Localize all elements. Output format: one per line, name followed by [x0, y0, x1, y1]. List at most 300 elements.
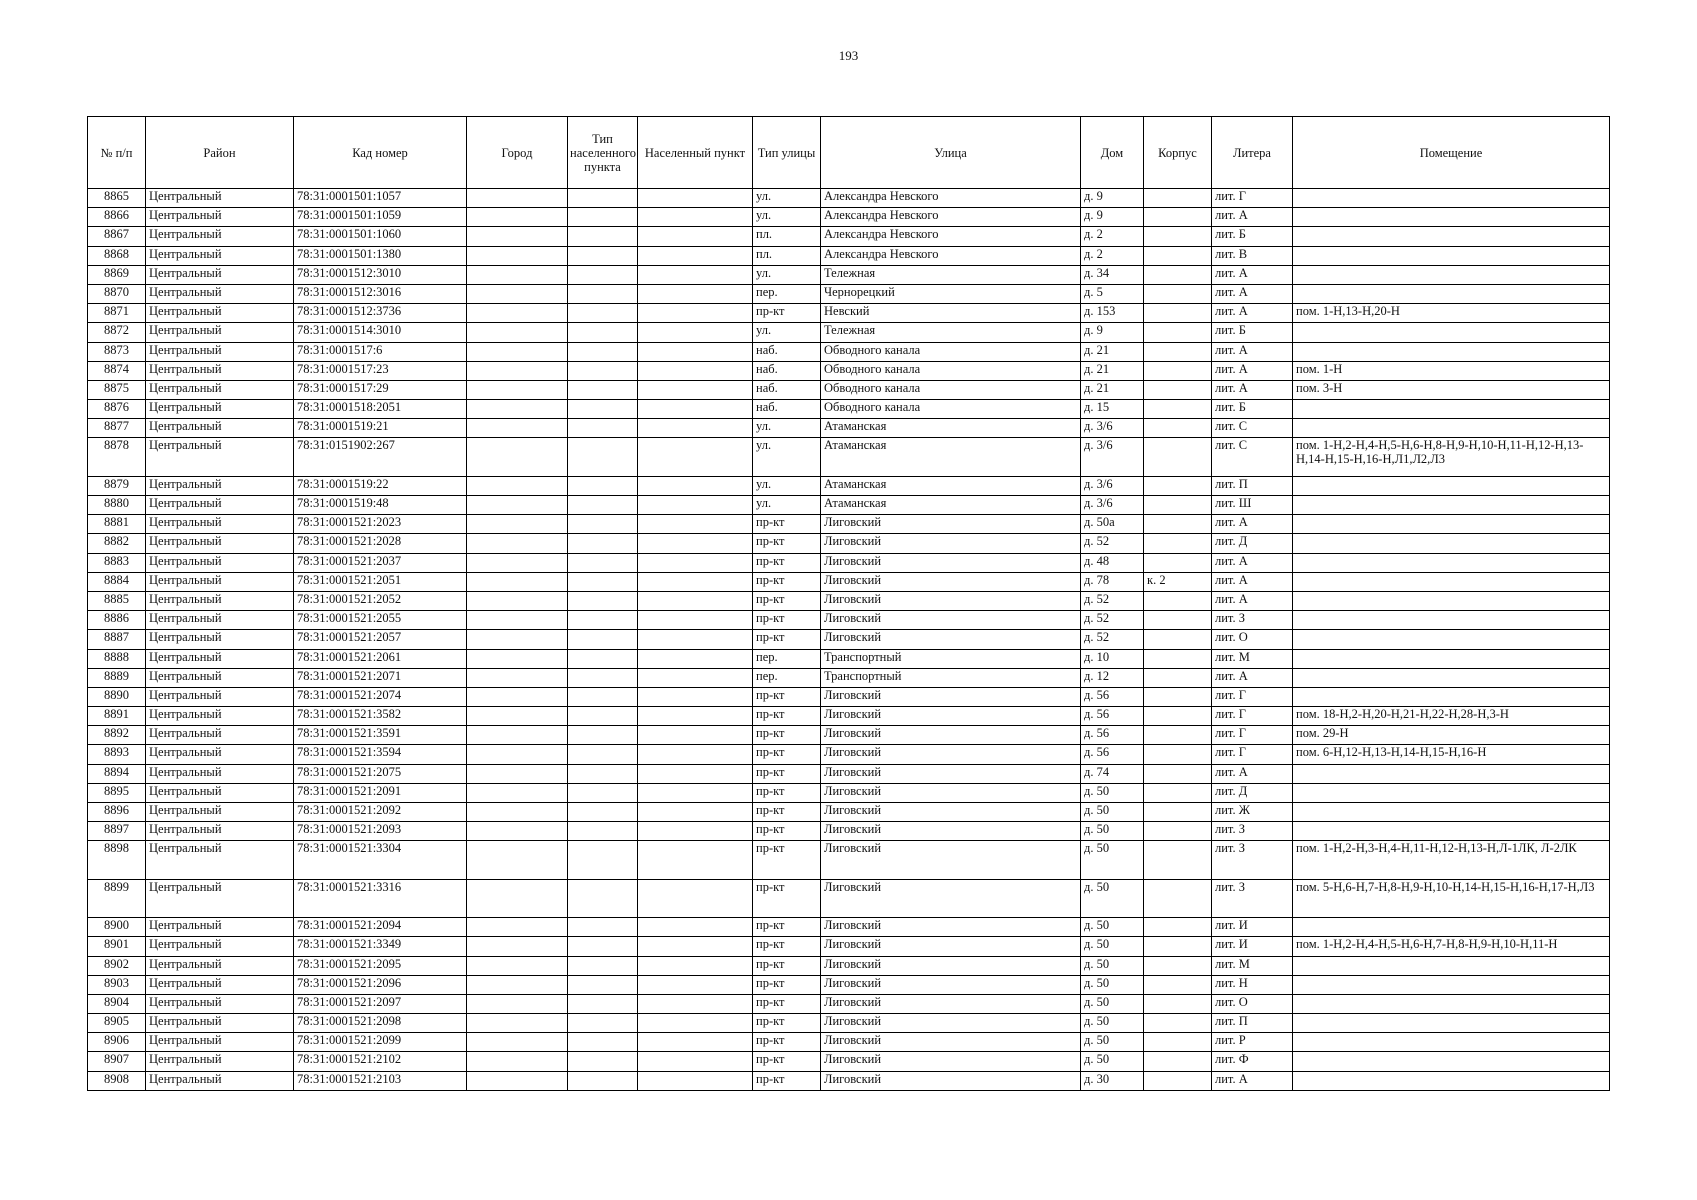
cell-city: [467, 572, 568, 591]
cell-house: д. 52: [1081, 630, 1144, 649]
cell-building: [1144, 1033, 1212, 1052]
cell-premises: пом. 1-Н,2-Н,3-Н,4-Н,11-Н,12-Н,13-Н,Л-1ЛК, Л-2ЛК: [1293, 841, 1610, 879]
cell-number: 8878: [88, 438, 146, 476]
cell-district: Центральный: [146, 1071, 294, 1090]
cell-letter: лит. З: [1212, 822, 1293, 841]
cell-city: [467, 937, 568, 956]
cell-settlement-type: [568, 361, 638, 380]
cell-house: д. 52: [1081, 611, 1144, 630]
cell-premises: [1293, 649, 1610, 668]
cell-street-type: ул.: [753, 438, 821, 476]
cell-city: [467, 745, 568, 764]
header-street: Улица: [821, 117, 1081, 189]
cell-settlement: [638, 304, 753, 323]
table-row: [88, 649, 1610, 668]
cell-number: 8897: [88, 822, 146, 841]
cell-letter: лит. П: [1212, 1014, 1293, 1033]
cell-cadastral-number: 78:31:0001521:2052: [294, 591, 467, 610]
table-row: [88, 726, 1610, 745]
table-row: [88, 419, 1610, 438]
cell-district: Центральный: [146, 1014, 294, 1033]
cell-building: [1144, 783, 1212, 802]
cell-building: [1144, 822, 1212, 841]
cell-number: 8880: [88, 496, 146, 515]
cell-settlement-type: [568, 380, 638, 399]
cell-street-type: пр-кт: [753, 822, 821, 841]
cell-premises: [1293, 342, 1610, 361]
cell-city: [467, 438, 568, 476]
cell-building: [1144, 380, 1212, 399]
cell-building: [1144, 668, 1212, 687]
cell-number: 8890: [88, 687, 146, 706]
cell-house: д. 50: [1081, 956, 1144, 975]
cell-building: [1144, 803, 1212, 822]
cell-cadastral-number: 78:31:0001501:1380: [294, 246, 467, 265]
cell-letter: лит. Б: [1212, 323, 1293, 342]
cell-premises: пом. 3-Н: [1293, 380, 1610, 399]
cell-city: [467, 361, 568, 380]
cell-street: Лиговский: [821, 975, 1081, 994]
cell-city: [467, 994, 568, 1013]
cell-building: [1144, 994, 1212, 1013]
table-row: [88, 1033, 1610, 1052]
header-district: Район: [146, 117, 294, 189]
cell-cadastral-number: 78:31:0001501:1059: [294, 208, 467, 227]
cell-house: д. 50: [1081, 937, 1144, 956]
cell-settlement-type: [568, 1014, 638, 1033]
cell-street-type: наб.: [753, 361, 821, 380]
cell-district: Центральный: [146, 764, 294, 783]
cell-cadastral-number: 78:31:0001521:2099: [294, 1033, 467, 1052]
cell-district: Центральный: [146, 553, 294, 572]
cell-street-type: пр-кт: [753, 1052, 821, 1071]
cell-premises: пом. 1-Н,13-Н,20-Н: [1293, 304, 1610, 323]
cell-cadastral-number: 78:31:0001521:2074: [294, 687, 467, 706]
cell-settlement-type: [568, 227, 638, 246]
cell-cadastral-number: 78:31:0001517:23: [294, 361, 467, 380]
cell-premises: пом. 18-Н,2-Н,20-Н,21-Н,22-Н,28-Н,3-Н: [1293, 707, 1610, 726]
cell-number: 8871: [88, 304, 146, 323]
cell-street-type: пр-кт: [753, 515, 821, 534]
cell-settlement-type: [568, 994, 638, 1013]
cell-house: д. 50: [1081, 918, 1144, 937]
cell-premises: пом. 5-Н,6-Н,7-Н,8-Н,9-Н,10-Н,14-Н,15-Н,16-Н,17-Н,Л3: [1293, 879, 1610, 917]
cell-settlement: [638, 707, 753, 726]
cell-building: [1144, 745, 1212, 764]
cell-premises: [1293, 323, 1610, 342]
cell-letter: лит. А: [1212, 208, 1293, 227]
cell-district: Центральный: [146, 726, 294, 745]
cell-house: д. 10: [1081, 649, 1144, 668]
cell-cadastral-number: 78:31:0001521:2057: [294, 630, 467, 649]
cell-street: Транспортный: [821, 649, 1081, 668]
cell-settlement-type: [568, 1052, 638, 1071]
cell-number: 8899: [88, 879, 146, 917]
cell-street: Лиговский: [821, 1071, 1081, 1090]
cell-house: д. 12: [1081, 668, 1144, 687]
cell-house: д. 2: [1081, 227, 1144, 246]
cell-premises: [1293, 246, 1610, 265]
cell-district: Центральный: [146, 937, 294, 956]
cell-premises: пом. 1-Н,2-Н,4-Н,5-Н,6-Н,8-Н,9-Н,10-Н,11-Н,12-Н,13-Н,14-Н,15-Н,16-Н,Л1,Л2,Л3: [1293, 438, 1610, 476]
cell-cadastral-number: 78:31:0001521:2051: [294, 572, 467, 591]
cell-house: д. 9: [1081, 189, 1144, 208]
cell-building: [1144, 208, 1212, 227]
cell-settlement: [638, 227, 753, 246]
cell-city: [467, 630, 568, 649]
cell-cadastral-number: 78:31:0001521:2096: [294, 975, 467, 994]
cell-letter: лит. И: [1212, 937, 1293, 956]
cell-house: д. 50: [1081, 994, 1144, 1013]
cell-settlement: [638, 630, 753, 649]
cell-city: [467, 975, 568, 994]
table-row: [88, 879, 1610, 917]
cell-district: Центральный: [146, 400, 294, 419]
cell-settlement-type: [568, 400, 638, 419]
cell-number: 8894: [88, 764, 146, 783]
table-row: [88, 803, 1610, 822]
cell-street-type: пр-кт: [753, 687, 821, 706]
cell-cadastral-number: 78:31:0001521:3594: [294, 745, 467, 764]
cell-house: д. 50: [1081, 1014, 1144, 1033]
table-row: [88, 227, 1610, 246]
table-row: [88, 515, 1610, 534]
table-row: [88, 1052, 1610, 1071]
cell-settlement: [638, 764, 753, 783]
cell-cadastral-number: 78:31:0001521:2071: [294, 668, 467, 687]
table-row: [88, 284, 1610, 303]
cell-house: д. 50: [1081, 1052, 1144, 1071]
header-street-type: Тип улицы: [753, 117, 821, 189]
cell-city: [467, 419, 568, 438]
cell-street-type: пр-кт: [753, 572, 821, 591]
cell-number: 8908: [88, 1071, 146, 1090]
table-row: [88, 553, 1610, 572]
header-premises: Помещение: [1293, 117, 1610, 189]
cell-district: Центральный: [146, 342, 294, 361]
cell-house: д. 50: [1081, 803, 1144, 822]
cell-street: Транспортный: [821, 668, 1081, 687]
cell-building: [1144, 764, 1212, 783]
cell-cadastral-number: 78:31:0001521:2097: [294, 994, 467, 1013]
cell-city: [467, 304, 568, 323]
cell-cadastral-number: 78:31:0001521:2092: [294, 803, 467, 822]
cell-number: 8902: [88, 956, 146, 975]
cell-street-type: ул.: [753, 496, 821, 515]
cell-premises: [1293, 630, 1610, 649]
cell-building: [1144, 496, 1212, 515]
cell-city: [467, 380, 568, 399]
cell-street: Александра Невского: [821, 189, 1081, 208]
cell-house: д. 52: [1081, 591, 1144, 610]
cell-premises: пом. 29-Н: [1293, 726, 1610, 745]
cell-letter: лит. С: [1212, 419, 1293, 438]
cell-building: [1144, 400, 1212, 419]
cell-building: [1144, 726, 1212, 745]
cell-settlement-type: [568, 1071, 638, 1090]
cell-building: [1144, 323, 1212, 342]
cell-settlement: [638, 591, 753, 610]
cell-settlement-type: [568, 265, 638, 284]
cell-street: Чернорецкий: [821, 284, 1081, 303]
cell-street: Атаманская: [821, 476, 1081, 495]
table-row: [88, 380, 1610, 399]
cell-street: Атаманская: [821, 438, 1081, 476]
cell-number: 8866: [88, 208, 146, 227]
header-city: Город: [467, 117, 568, 189]
cell-premises: [1293, 400, 1610, 419]
cell-premises: [1293, 956, 1610, 975]
cell-street: Лиговский: [821, 918, 1081, 937]
cell-letter: лит. Б: [1212, 227, 1293, 246]
cell-building: [1144, 879, 1212, 917]
cell-city: [467, 208, 568, 227]
cell-letter: лит. А: [1212, 764, 1293, 783]
cell-district: Центральный: [146, 668, 294, 687]
table-row: [88, 956, 1610, 975]
cell-street-type: пр-кт: [753, 304, 821, 323]
cell-number: 8898: [88, 841, 146, 879]
cell-district: Центральный: [146, 630, 294, 649]
cell-building: [1144, 284, 1212, 303]
cell-settlement: [638, 342, 753, 361]
cell-letter: лит. З: [1212, 879, 1293, 917]
cell-house: д. 56: [1081, 707, 1144, 726]
cell-street: Лиговский: [821, 553, 1081, 572]
cell-settlement: [638, 553, 753, 572]
cell-settlement-type: [568, 476, 638, 495]
cell-district: Центральный: [146, 208, 294, 227]
cell-city: [467, 822, 568, 841]
cell-house: д. 15: [1081, 400, 1144, 419]
cell-letter: лит. А: [1212, 284, 1293, 303]
cell-street: Лиговский: [821, 630, 1081, 649]
cell-number: 8874: [88, 361, 146, 380]
cell-premises: [1293, 591, 1610, 610]
cell-premises: [1293, 553, 1610, 572]
cell-city: [467, 611, 568, 630]
cell-street-type: пер.: [753, 284, 821, 303]
cell-number: 8868: [88, 246, 146, 265]
cell-letter: лит. А: [1212, 380, 1293, 399]
cell-cadastral-number: 78:31:0001519:21: [294, 419, 467, 438]
cell-district: Центральный: [146, 534, 294, 553]
cell-house: д. 2: [1081, 246, 1144, 265]
cell-settlement-type: [568, 553, 638, 572]
cell-settlement-type: [568, 649, 638, 668]
cell-city: [467, 687, 568, 706]
cell-letter: лит. Г: [1212, 745, 1293, 764]
cell-city: [467, 726, 568, 745]
cell-building: [1144, 361, 1212, 380]
cell-city: [467, 476, 568, 495]
cell-street-type: пр-кт: [753, 611, 821, 630]
cell-premises: [1293, 515, 1610, 534]
cell-cadastral-number: 78:31:0001517:6: [294, 342, 467, 361]
table-row: [88, 822, 1610, 841]
cell-cadastral-number: 78:31:0001521:2037: [294, 553, 467, 572]
cell-district: Центральный: [146, 745, 294, 764]
table-row: [88, 342, 1610, 361]
cell-city: [467, 496, 568, 515]
cell-number: 8884: [88, 572, 146, 591]
cell-letter: лит. А: [1212, 591, 1293, 610]
cell-city: [467, 284, 568, 303]
cell-settlement-type: [568, 803, 638, 822]
cell-street-type: наб.: [753, 342, 821, 361]
cell-cadastral-number: 78:31:0001514:3010: [294, 323, 467, 342]
cell-house: д. 5: [1081, 284, 1144, 303]
cell-district: Центральный: [146, 783, 294, 802]
table-row: [88, 534, 1610, 553]
cell-number: 8888: [88, 649, 146, 668]
cell-cadastral-number: 78:31:0001521:3582: [294, 707, 467, 726]
cell-settlement: [638, 476, 753, 495]
cell-letter: лит. Г: [1212, 687, 1293, 706]
cell-premises: пом. 6-Н,12-Н,13-Н,14-Н,15-Н,16-Н: [1293, 745, 1610, 764]
cell-street-type: пер.: [753, 668, 821, 687]
cell-number: 8901: [88, 937, 146, 956]
cell-settlement-type: [568, 707, 638, 726]
cell-street-type: пр-кт: [753, 918, 821, 937]
cell-premises: [1293, 822, 1610, 841]
cell-settlement: [638, 994, 753, 1013]
cell-street: Обводного канала: [821, 400, 1081, 419]
cell-letter: лит. Р: [1212, 1033, 1293, 1052]
cell-settlement-type: [568, 611, 638, 630]
cell-city: [467, 707, 568, 726]
cell-house: д. 50: [1081, 1033, 1144, 1052]
cell-street: Александра Невского: [821, 227, 1081, 246]
cell-street-type: пр-кт: [753, 1033, 821, 1052]
cell-premises: [1293, 1071, 1610, 1090]
cell-city: [467, 591, 568, 610]
cell-house: д. 34: [1081, 265, 1144, 284]
cell-letter: лит. М: [1212, 649, 1293, 668]
cell-street: Атаманская: [821, 496, 1081, 515]
cell-number: 8887: [88, 630, 146, 649]
cell-city: [467, 1071, 568, 1090]
cell-premises: пом. 1-Н: [1293, 361, 1610, 380]
cell-building: [1144, 553, 1212, 572]
cell-number: 8889: [88, 668, 146, 687]
cell-letter: лит. М: [1212, 956, 1293, 975]
cell-building: [1144, 956, 1212, 975]
cell-house: д. 9: [1081, 208, 1144, 227]
cell-building: [1144, 438, 1212, 476]
cell-premises: [1293, 918, 1610, 937]
cell-number: 8867: [88, 227, 146, 246]
cell-cadastral-number: 78:31:0001521:2093: [294, 822, 467, 841]
cell-cadastral-number: 78:31:0001521:2102: [294, 1052, 467, 1071]
cell-building: [1144, 591, 1212, 610]
cell-premises: [1293, 975, 1610, 994]
cell-building: к. 2: [1144, 572, 1212, 591]
cell-building: [1144, 1071, 1212, 1090]
cell-letter: лит. Г: [1212, 707, 1293, 726]
cell-number: 8876: [88, 400, 146, 419]
cell-house: д. 56: [1081, 687, 1144, 706]
cell-settlement: [638, 1014, 753, 1033]
cell-cadastral-number: 78:31:0001512:3010: [294, 265, 467, 284]
table-row: [88, 496, 1610, 515]
cell-city: [467, 553, 568, 572]
cell-street-type: наб.: [753, 400, 821, 419]
cell-street: Лиговский: [821, 879, 1081, 917]
cell-building: [1144, 515, 1212, 534]
cell-street-type: пл.: [753, 227, 821, 246]
cell-settlement-type: [568, 841, 638, 879]
cell-city: [467, 918, 568, 937]
cell-building: [1144, 227, 1212, 246]
cell-district: Центральный: [146, 189, 294, 208]
cell-settlement: [638, 687, 753, 706]
cell-building: [1144, 687, 1212, 706]
table-row: [88, 937, 1610, 956]
cell-cadastral-number: 78:31:0001521:3349: [294, 937, 467, 956]
cell-settlement: [638, 803, 753, 822]
cell-cadastral-number: 78:31:0001517:29: [294, 380, 467, 399]
cell-settlement-type: [568, 726, 638, 745]
cell-street: Лиговский: [821, 745, 1081, 764]
table-row: [88, 918, 1610, 937]
cell-district: Центральный: [146, 265, 294, 284]
cell-street: Лиговский: [821, 611, 1081, 630]
cell-district: Центральный: [146, 246, 294, 265]
cell-premises: [1293, 611, 1610, 630]
cell-street: Обводного канала: [821, 380, 1081, 399]
cell-street: Невский: [821, 304, 1081, 323]
cell-settlement-type: [568, 572, 638, 591]
cell-street-type: ул.: [753, 323, 821, 342]
cell-house: д. 78: [1081, 572, 1144, 591]
cell-cadastral-number: 78:31:0001521:2098: [294, 1014, 467, 1033]
cell-number: 8865: [88, 189, 146, 208]
cell-premises: [1293, 994, 1610, 1013]
cell-street: Александра Невского: [821, 246, 1081, 265]
cell-settlement-type: [568, 208, 638, 227]
cell-city: [467, 1033, 568, 1052]
cell-street: Лиговский: [821, 687, 1081, 706]
header-letter: Литера: [1212, 117, 1293, 189]
cell-letter: лит. А: [1212, 515, 1293, 534]
cell-district: Центральный: [146, 496, 294, 515]
cell-letter: лит. Б: [1212, 400, 1293, 419]
cell-settlement: [638, 611, 753, 630]
cell-building: [1144, 611, 1212, 630]
cell-premises: [1293, 284, 1610, 303]
cell-district: Центральный: [146, 822, 294, 841]
table-row: [88, 572, 1610, 591]
cell-cadastral-number: 78:31:0001521:2023: [294, 515, 467, 534]
table-row: [88, 323, 1610, 342]
table-row: [88, 611, 1610, 630]
table-row: [88, 841, 1610, 879]
page-number: 193: [838, 48, 859, 63]
table-body: [88, 189, 1610, 1091]
cell-street-type: ул.: [753, 265, 821, 284]
cell-street-type: пр-кт: [753, 803, 821, 822]
cell-house: д. 153: [1081, 304, 1144, 323]
cell-house: д. 50: [1081, 841, 1144, 879]
cell-settlement: [638, 323, 753, 342]
cell-house: д. 74: [1081, 764, 1144, 783]
cell-district: Центральный: [146, 515, 294, 534]
cell-building: [1144, 649, 1212, 668]
cell-district: Центральный: [146, 419, 294, 438]
table-row: [88, 783, 1610, 802]
cell-building: [1144, 937, 1212, 956]
